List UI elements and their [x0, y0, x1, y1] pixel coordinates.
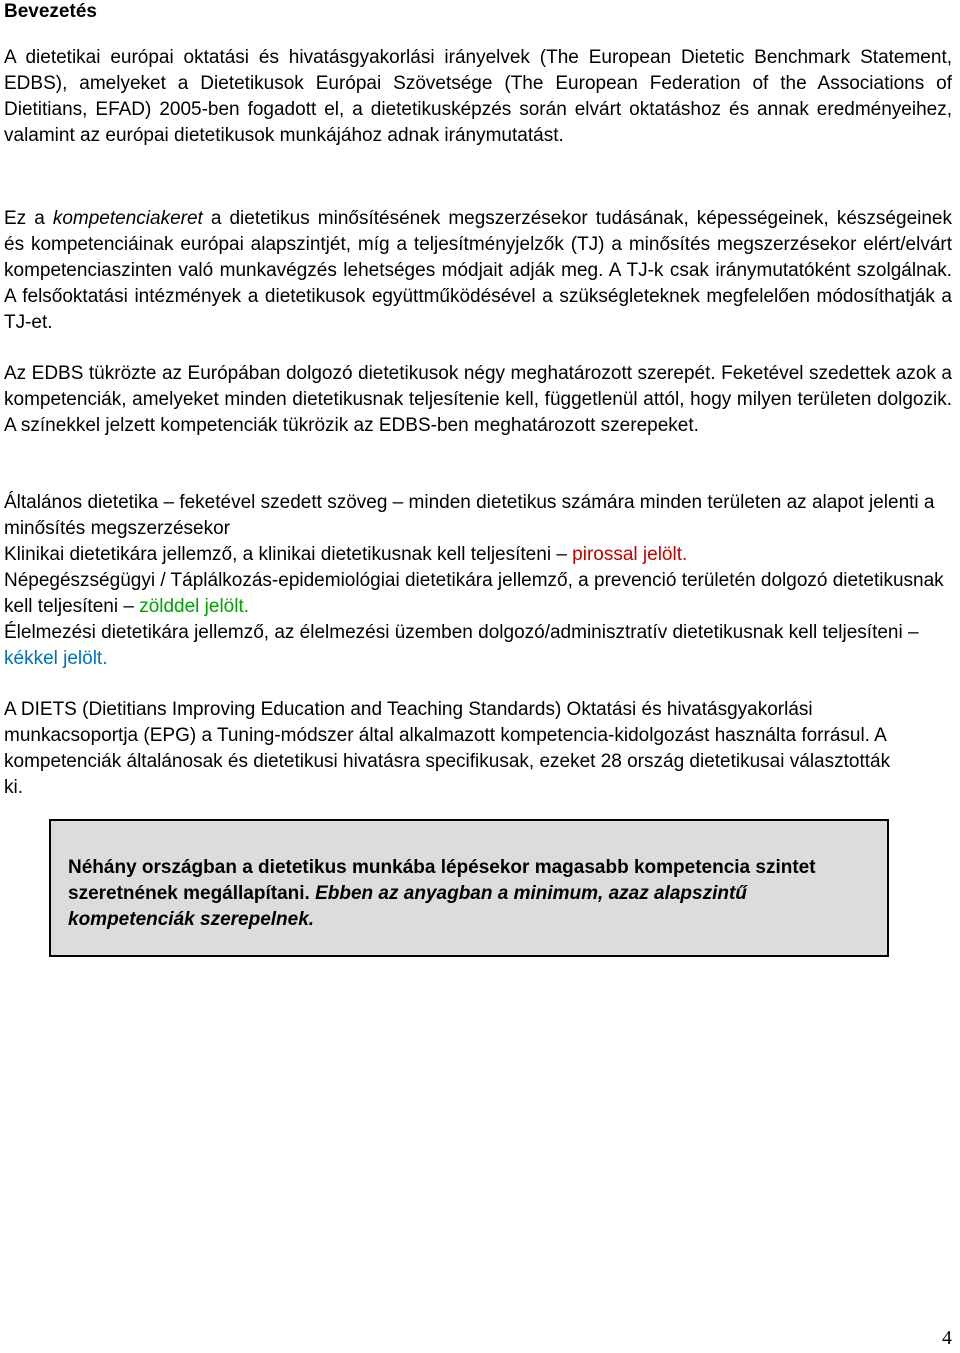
role-public-health [4, 568, 952, 620]
note-italic: Ebben az anyagban a minimum, azaz alapszintű kompetenciák szerepelnek. [68, 883, 747, 930]
note-normal: Néhány országban a dietetikus munkába lépésekor magasabb kompetencia szintet szeretnének megállapítani. [68, 857, 816, 904]
intro-paragraph: A dietetikai európai oktatási és hivatásgyakorlási irányelvek (The European Dietetic Benchmark Statement, EDBS), amelyeket a Dietetikusok Európai Szövetsége (The European Federation of the Associations of Dietitians, EFAD) 2005-ben fogadott el, a dietetikusképzés során elvárt oktatáshoz és annak eredményeihez, valamint az európai dietetikusok munkájához adnak iránymutatást. [4, 47, 952, 146]
role-public-text: Népegészségügyi / Táplálkozás-epidemiológiai dietetikára jellemző, a prevenció területén dolgozó dietetikusnak kell teljesíteni – [4, 570, 944, 617]
role-clinical-marker: pirossal jelölt. [572, 544, 688, 565]
note-box [49, 819, 889, 957]
section-heading: Bevezetés [4, 1, 97, 22]
p2-italic-term: kompetenciakeret [52, 208, 203, 229]
role-clinical-text: Klinikai dietetikára jellemző, a klinikai dietetikusnak kell teljesíteni – [4, 544, 573, 565]
role-food-text: Élelmezési dietetikára jellemző, az élelmezési üzemben dolgozó/adminisztratív dietetikusnak kell teljesíteni – [4, 622, 919, 643]
role-food-service [4, 620, 952, 672]
role-general: Általános dietetika – feketével szedett szöveg – minden dietetikus számára minden területen az alapot jelenti a minősítés megszerzésekor [4, 492, 935, 539]
competence-framework-paragraph [4, 206, 952, 336]
note-box-text [68, 855, 869, 933]
role-clinical [4, 542, 952, 568]
role-public-marker: zölddel jelölt. [139, 596, 250, 617]
diets-paragraph: A DIETS (Dietitians Improving Education and Teaching Standards) Oktatási és hivatásgyakorlási munkacsoportja (EPG) a Tuning-módszer által alkalmazott kompetencia-kidolgozást használta forrásul. A kompetenciák általánosak és dietetikusi hivatásra specifikusak, ezeket 28 ország dietetikusai választották ki. [4, 699, 891, 798]
p2-after: a dietetikus minősítésének megszerzésekor tudásának, képességeinek, készségeinek és kompetenciáinak európai alapszintjét, míg a teljesítményjelzők (TJ) a minősítés megszerzésekor elért/elvárt kompetenciaszinten való munkavégzés lehetséges módjait adják meg. A TJ-k csak iránymutatóként szolgálnak. A felsőoktatási intézmények a dietetikusok együttműködésével a szükségleteknek megfelelően módosíthatják a TJ-et. [4, 208, 952, 333]
page-number: 4 [942, 1327, 952, 1349]
edbs-roles-paragraph: Az EDBS tükrözte az Európában dolgozó dietetikusok négy meghatározott szerepét. Feketével szedettek azok a kompetenciák, amelyeket minden dietetikusnak teljesítenie kell, függetlenül attól, hogy milyen területen dolgozik. A színekkel jelzett kompetenciák tükrözik az EDBS-ben meghatározott szerepeket. [4, 363, 952, 436]
p2-before: Ez a [4, 208, 53, 229]
role-food-marker: kékkel jelölt. [4, 648, 108, 669]
